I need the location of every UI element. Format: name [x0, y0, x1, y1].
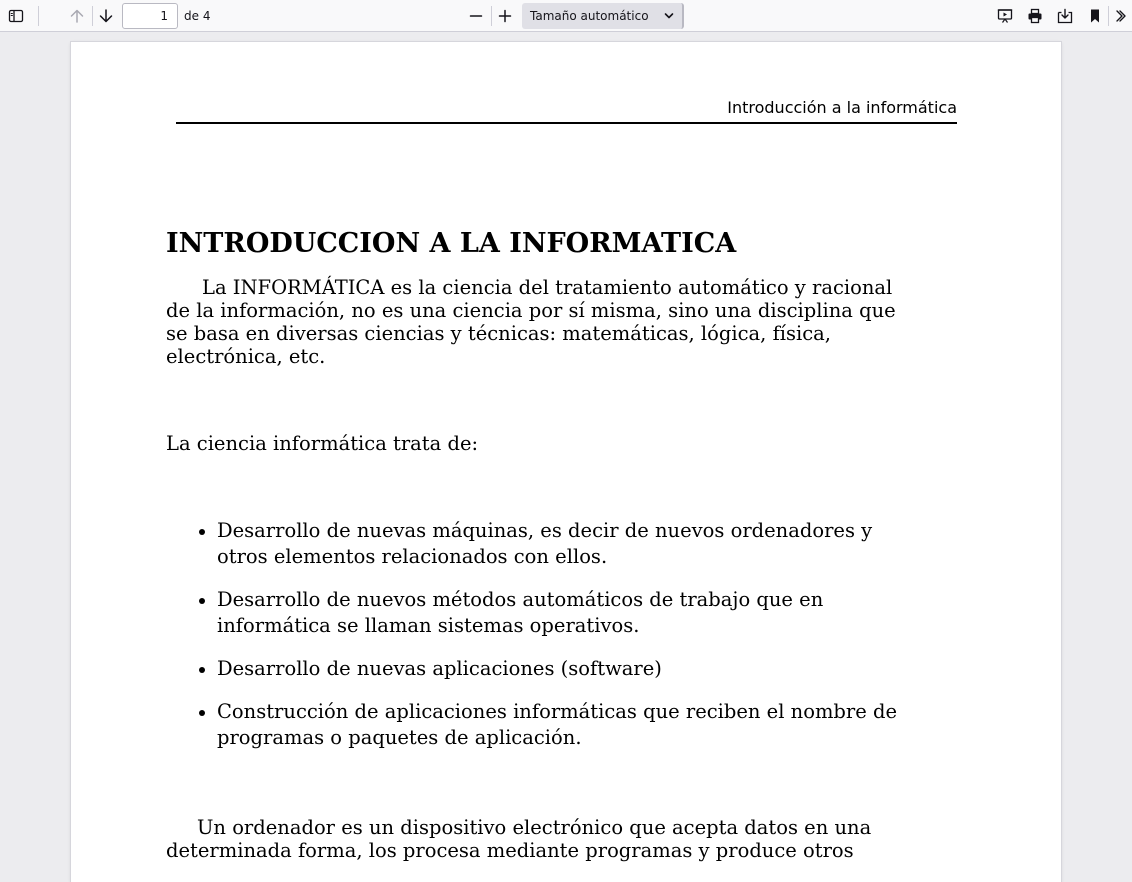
- list-item: [166, 656, 976, 682]
- list-item: [166, 699, 976, 751]
- presentation-icon: [997, 8, 1013, 24]
- plus-icon: [497, 8, 513, 24]
- sidebar-toggle-button[interactable]: [3, 3, 29, 29]
- arrow-up-icon: [69, 8, 85, 24]
- pdf-toolbar: [0, 0, 1132, 32]
- print-button[interactable]: [1022, 3, 1048, 29]
- header-rule: [176, 122, 957, 124]
- paragraph-line: La INFORMÁTICA es la ciencia del tratamiento automático y racional: [202, 276, 893, 299]
- paragraph-line: electrónica, etc.: [166, 345, 326, 368]
- list-item: [166, 587, 976, 639]
- list-item-line: Desarrollo de nuevas aplicaciones (software): [217, 657, 662, 680]
- computer-definition-paragraph: [166, 816, 966, 862]
- download-icon: [1057, 8, 1073, 24]
- topics-list: [166, 518, 976, 768]
- zoom-out-button[interactable]: [463, 3, 489, 29]
- bookmark-button[interactable]: [1082, 3, 1108, 29]
- page-number-input[interactable]: [122, 3, 178, 29]
- paragraph-line: Un ordenador es un dispositivo electrónico que acepta datos en una: [197, 816, 872, 839]
- bookmark-icon: [1087, 8, 1103, 24]
- paragraph-line: se basa en diversas ciencias y técnicas: matemáticas, lógica, física,: [166, 322, 832, 345]
- list-item-line: Desarrollo de nuevas máquinas, es decir de nuevos ordenadores y: [217, 519, 873, 542]
- bullet-dot: [199, 598, 205, 604]
- list-item-line: Construcción de aplicaciones informáticas que reciben el nombre de: [217, 700, 897, 723]
- paragraph-line: determinada forma, los procesa mediante programas y produce otros: [166, 839, 854, 862]
- list-item: [166, 518, 976, 570]
- sidebar-icon: [8, 8, 24, 24]
- intro-paragraph: [166, 276, 966, 368]
- more-tools-icon: [1115, 8, 1127, 24]
- list-item-line: otros elementos relacionados con ellos.: [217, 545, 608, 568]
- pdf-page: [71, 42, 1061, 882]
- toolbar-separator: [38, 6, 39, 26]
- next-page-button[interactable]: [93, 3, 119, 29]
- list-item-line: Desarrollo de nuevos métodos automáticos de trabajo que en: [217, 588, 824, 611]
- zoom-in-button[interactable]: [492, 3, 518, 29]
- bullet-dot: [199, 529, 205, 535]
- tools-menu-button[interactable]: [1110, 3, 1132, 29]
- paragraph-line: La ciencia informática trata de:: [166, 432, 479, 455]
- running-header: Introducción a la informática: [727, 98, 957, 117]
- minus-icon: [468, 8, 484, 24]
- document-title: INTRODUCCION A LA INFORMATICA: [166, 228, 737, 259]
- zoom-select[interactable]: [522, 3, 684, 29]
- bullet-dot: [199, 710, 205, 716]
- zoom-select-value: Tamaño automático: [530, 9, 649, 23]
- print-icon: [1027, 8, 1043, 24]
- list-item-line: informática se llaman sistemas operativos.: [217, 614, 640, 637]
- arrow-down-icon: [98, 8, 114, 24]
- presentation-mode-button[interactable]: [992, 3, 1018, 29]
- save-button[interactable]: [1052, 3, 1078, 29]
- paragraph-line: de la información, no es una ciencia por sí misma, sino una disciplina que: [166, 299, 896, 322]
- bullet-dot: [199, 667, 205, 673]
- list-item-line: programas o paquetes de aplicación.: [217, 726, 582, 749]
- previous-page-button[interactable]: [64, 3, 90, 29]
- chevron-down-icon: [664, 12, 674, 20]
- page-count-label: de 4: [184, 9, 211, 23]
- list-intro-paragraph: [166, 432, 966, 455]
- toolbar-separator: [1108, 6, 1109, 26]
